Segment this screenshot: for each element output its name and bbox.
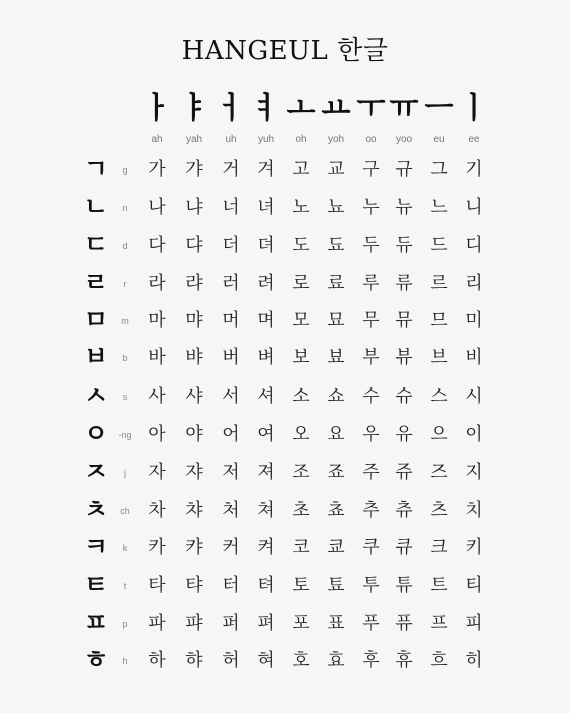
- vowel-header: ㅛ: [321, 91, 351, 126]
- syllable-cell: 퍄: [185, 613, 203, 634]
- syllable-cell: 부: [362, 347, 380, 368]
- syllable-cell: 이: [465, 424, 483, 445]
- consonant-header: ㅁ: [83, 305, 109, 334]
- syllable-cell: 브: [430, 347, 448, 368]
- vowel-header: ㅑ: [179, 91, 209, 126]
- syllable-cell: 오: [292, 424, 310, 445]
- syllable-cell: 고: [292, 159, 310, 180]
- syllable-cell: 히: [465, 650, 483, 671]
- consonant-romanization: b: [122, 353, 128, 363]
- syllable-cell: 쿄: [327, 537, 345, 558]
- syllable-cell: 모: [292, 310, 310, 331]
- syllable-cell: 으: [430, 424, 448, 445]
- syllable-cell: 기: [465, 159, 483, 180]
- syllable-cell: 거: [222, 159, 240, 180]
- syllable-cell: 햐: [185, 650, 203, 671]
- syllable-cell: 다: [148, 235, 166, 256]
- syllable-cell: 서: [222, 386, 240, 407]
- consonant-romanization: h: [122, 656, 128, 666]
- syllable-cell: 수: [362, 386, 380, 407]
- syllable-cell: 규: [395, 159, 413, 180]
- vowel-header: ㅓ: [216, 91, 246, 126]
- syllable-cell: 푸: [362, 613, 380, 634]
- syllable-cell: 두: [362, 235, 380, 256]
- consonant-romanization: m: [121, 316, 129, 326]
- syllable-cell: 시: [465, 386, 483, 407]
- syllable-cell: 펴: [257, 613, 275, 634]
- syllable-cell: 디: [465, 235, 483, 256]
- syllable-cell: 아: [148, 424, 166, 445]
- syllable-cell: 가: [148, 159, 166, 180]
- syllable-cell: 뱌: [185, 347, 203, 368]
- syllable-cell: 텨: [257, 575, 275, 596]
- syllable-cell: 러: [222, 273, 240, 294]
- vowel-header: ㅕ: [251, 91, 281, 126]
- syllable-cell: 누: [362, 197, 380, 218]
- syllable-cell: 며: [257, 310, 275, 331]
- vowel-header: ㅠ: [389, 91, 419, 126]
- consonant-romanization: -ng: [118, 430, 132, 440]
- syllable-cell: 듀: [395, 235, 413, 256]
- consonant-header: ㄱ: [83, 154, 109, 183]
- syllable-cell: 자: [148, 462, 166, 483]
- syllable-cell: 툐: [327, 575, 345, 596]
- syllable-cell: 쥬: [395, 462, 413, 483]
- consonant-header: ㅈ: [83, 457, 109, 486]
- syllable-cell: 뷰: [395, 347, 413, 368]
- syllable-cell: 처: [222, 500, 240, 521]
- syllable-cell: 혀: [257, 650, 275, 671]
- title-hangul: 한글: [337, 36, 389, 66]
- consonant-header: ㅂ: [83, 342, 109, 371]
- syllable-cell: 튜: [395, 575, 413, 596]
- syllable-cell: 즈: [430, 462, 448, 483]
- syllable-cell: 로: [292, 273, 310, 294]
- syllable-cell: 도: [292, 235, 310, 256]
- syllable-cell: 파: [148, 613, 166, 634]
- syllable-cell: 크: [430, 537, 448, 558]
- consonant-romanization: g: [122, 165, 128, 175]
- syllable-cell: 무: [362, 310, 380, 331]
- syllable-cell: 토: [292, 575, 310, 596]
- consonant-header: ㅋ: [83, 532, 109, 561]
- syllable-cell: 요: [327, 424, 345, 445]
- syllable-cell: 티: [465, 575, 483, 596]
- syllable-cell: 켜: [257, 537, 275, 558]
- title-latin: HANGEUL: [181, 36, 329, 66]
- syllable-cell: 됴: [327, 235, 345, 256]
- syllable-cell: 쿠: [362, 537, 380, 558]
- syllable-cell: 호: [292, 650, 310, 671]
- syllable-cell: 바: [148, 347, 166, 368]
- syllable-cell: 슈: [395, 386, 413, 407]
- syllable-cell: 츠: [430, 500, 448, 521]
- syllable-cell: 쇼: [327, 386, 345, 407]
- syllable-cell: 카: [148, 537, 166, 558]
- vowel-romanization: uh: [225, 134, 237, 145]
- syllable-cell: 지: [465, 462, 483, 483]
- syllable-cell: 프: [430, 613, 448, 634]
- syllable-cell: 쟈: [185, 462, 203, 483]
- consonant-header: ㅇ: [83, 419, 109, 448]
- syllable-cell: 효: [327, 650, 345, 671]
- syllable-cell: 추: [362, 500, 380, 521]
- consonant-header: ㄷ: [83, 230, 109, 259]
- consonant-romanization: s: [122, 392, 128, 402]
- vowel-romanization: oo: [365, 134, 377, 145]
- syllable-cell: 흐: [430, 650, 448, 671]
- syllable-cell: 캬: [185, 537, 203, 558]
- syllable-cell: 타: [148, 575, 166, 596]
- page-title: [0, 30, 570, 67]
- syllable-cell: 소: [292, 386, 310, 407]
- consonant-romanization: r: [123, 279, 127, 289]
- syllable-cell: 버: [222, 347, 240, 368]
- consonant-header: ㅊ: [83, 495, 109, 524]
- syllable-cell: 뵤: [327, 347, 345, 368]
- syllable-cell: 유: [395, 424, 413, 445]
- syllable-cell: 노: [292, 197, 310, 218]
- syllable-cell: 겨: [257, 159, 275, 180]
- syllable-cell: 쵸: [327, 500, 345, 521]
- syllable-cell: 포: [292, 613, 310, 634]
- vowel-header: ㅗ: [286, 91, 316, 126]
- syllable-cell: 느: [430, 197, 448, 218]
- syllable-cell: 져: [257, 462, 275, 483]
- consonant-header: ㅌ: [83, 570, 109, 599]
- syllable-cell: 우: [362, 424, 380, 445]
- syllable-cell: 냐: [185, 197, 203, 218]
- syllable-cell: 후: [362, 650, 380, 671]
- syllable-cell: 더: [222, 235, 240, 256]
- syllable-cell: 셔: [257, 386, 275, 407]
- syllable-cell: 저: [222, 462, 240, 483]
- syllable-cell: 사: [148, 386, 166, 407]
- syllable-cell: 머: [222, 310, 240, 331]
- syllable-cell: 그: [430, 159, 448, 180]
- syllable-cell: 너: [222, 197, 240, 218]
- syllable-cell: 랴: [185, 273, 203, 294]
- vowel-romanization: yah: [185, 134, 203, 145]
- syllable-cell: 퓨: [395, 613, 413, 634]
- syllable-cell: 치: [465, 500, 483, 521]
- vowel-header: ㅏ: [142, 91, 172, 126]
- syllable-cell: 탸: [185, 575, 203, 596]
- syllable-cell: 뎌: [257, 235, 275, 256]
- syllable-cell: 키: [465, 537, 483, 558]
- syllable-cell: 구: [362, 159, 380, 180]
- syllable-cell: 쳐: [257, 500, 275, 521]
- syllable-cell: 녀: [257, 197, 275, 218]
- consonant-romanization: j: [124, 468, 126, 478]
- vowel-romanization: ee: [468, 134, 480, 145]
- consonant-header: ㅍ: [83, 608, 109, 637]
- syllable-cell: 샤: [185, 386, 203, 407]
- vowel-romanization: eu: [433, 134, 445, 145]
- syllable-cell: 큐: [395, 537, 413, 558]
- syllable-cell: 루: [362, 273, 380, 294]
- syllable-cell: 뉴: [395, 197, 413, 218]
- syllable-cell: 먀: [185, 310, 203, 331]
- vowel-romanization: yoo: [395, 134, 413, 145]
- vowel-header: ㅣ: [459, 91, 489, 126]
- syllable-cell: 드: [430, 235, 448, 256]
- syllable-cell: 교: [327, 159, 345, 180]
- syllable-cell: 주: [362, 462, 380, 483]
- syllable-cell: 츄: [395, 500, 413, 521]
- syllable-cell: 비: [465, 347, 483, 368]
- syllable-cell: 마: [148, 310, 166, 331]
- syllable-cell: 피: [465, 613, 483, 634]
- syllable-cell: 퍼: [222, 613, 240, 634]
- consonant-header: ㄹ: [83, 268, 109, 297]
- syllable-cell: 차: [148, 500, 166, 521]
- syllable-cell: 야: [185, 424, 203, 445]
- vowel-romanization: yuh: [257, 134, 275, 145]
- syllable-cell: 터: [222, 575, 240, 596]
- syllable-cell: 나: [148, 197, 166, 218]
- syllable-cell: 려: [257, 273, 275, 294]
- syllable-cell: 료: [327, 273, 345, 294]
- syllable-cell: 르: [430, 273, 448, 294]
- syllable-cell: 뮤: [395, 310, 413, 331]
- syllable-cell: 므: [430, 310, 448, 331]
- syllable-cell: 벼: [257, 347, 275, 368]
- syllable-cell: 허: [222, 650, 240, 671]
- consonant-romanization: t: [123, 581, 127, 591]
- syllable-cell: 보: [292, 347, 310, 368]
- consonant-romanization: n: [122, 203, 128, 213]
- syllable-cell: 스: [430, 386, 448, 407]
- syllable-cell: 초: [292, 500, 310, 521]
- vowel-header: ㅜ: [356, 91, 386, 126]
- consonant-header: ㄴ: [83, 192, 109, 221]
- syllable-cell: 챠: [185, 500, 203, 521]
- syllable-cell: 죠: [327, 462, 345, 483]
- syllable-cell: 라: [148, 273, 166, 294]
- syllable-cell: 휴: [395, 650, 413, 671]
- consonant-romanization: p: [122, 619, 128, 629]
- syllable-cell: 리: [465, 273, 483, 294]
- consonant-romanization: ch: [120, 506, 130, 516]
- syllable-cell: 류: [395, 273, 413, 294]
- syllable-cell: 갸: [185, 159, 203, 180]
- syllable-cell: 하: [148, 650, 166, 671]
- vowel-romanization: yoh: [327, 134, 345, 145]
- consonant-header: ㅎ: [83, 645, 109, 674]
- syllable-cell: 어: [222, 424, 240, 445]
- consonant-romanization: k: [122, 543, 128, 553]
- syllable-cell: 댜: [185, 235, 203, 256]
- syllable-cell: 표: [327, 613, 345, 634]
- vowel-romanization: oh: [295, 134, 307, 145]
- vowel-header: ㅡ: [424, 91, 454, 126]
- syllable-cell: 조: [292, 462, 310, 483]
- consonant-romanization: d: [122, 241, 128, 251]
- syllable-cell: 코: [292, 537, 310, 558]
- vowel-romanization: ah: [151, 134, 163, 145]
- syllable-cell: 뇨: [327, 197, 345, 218]
- syllable-cell: 여: [257, 424, 275, 445]
- syllable-cell: 묘: [327, 310, 345, 331]
- syllable-cell: 트: [430, 575, 448, 596]
- consonant-header: ㅅ: [83, 381, 109, 410]
- syllable-cell: 미: [465, 310, 483, 331]
- syllable-cell: 니: [465, 197, 483, 218]
- syllable-cell: 투: [362, 575, 380, 596]
- syllable-cell: 커: [222, 537, 240, 558]
